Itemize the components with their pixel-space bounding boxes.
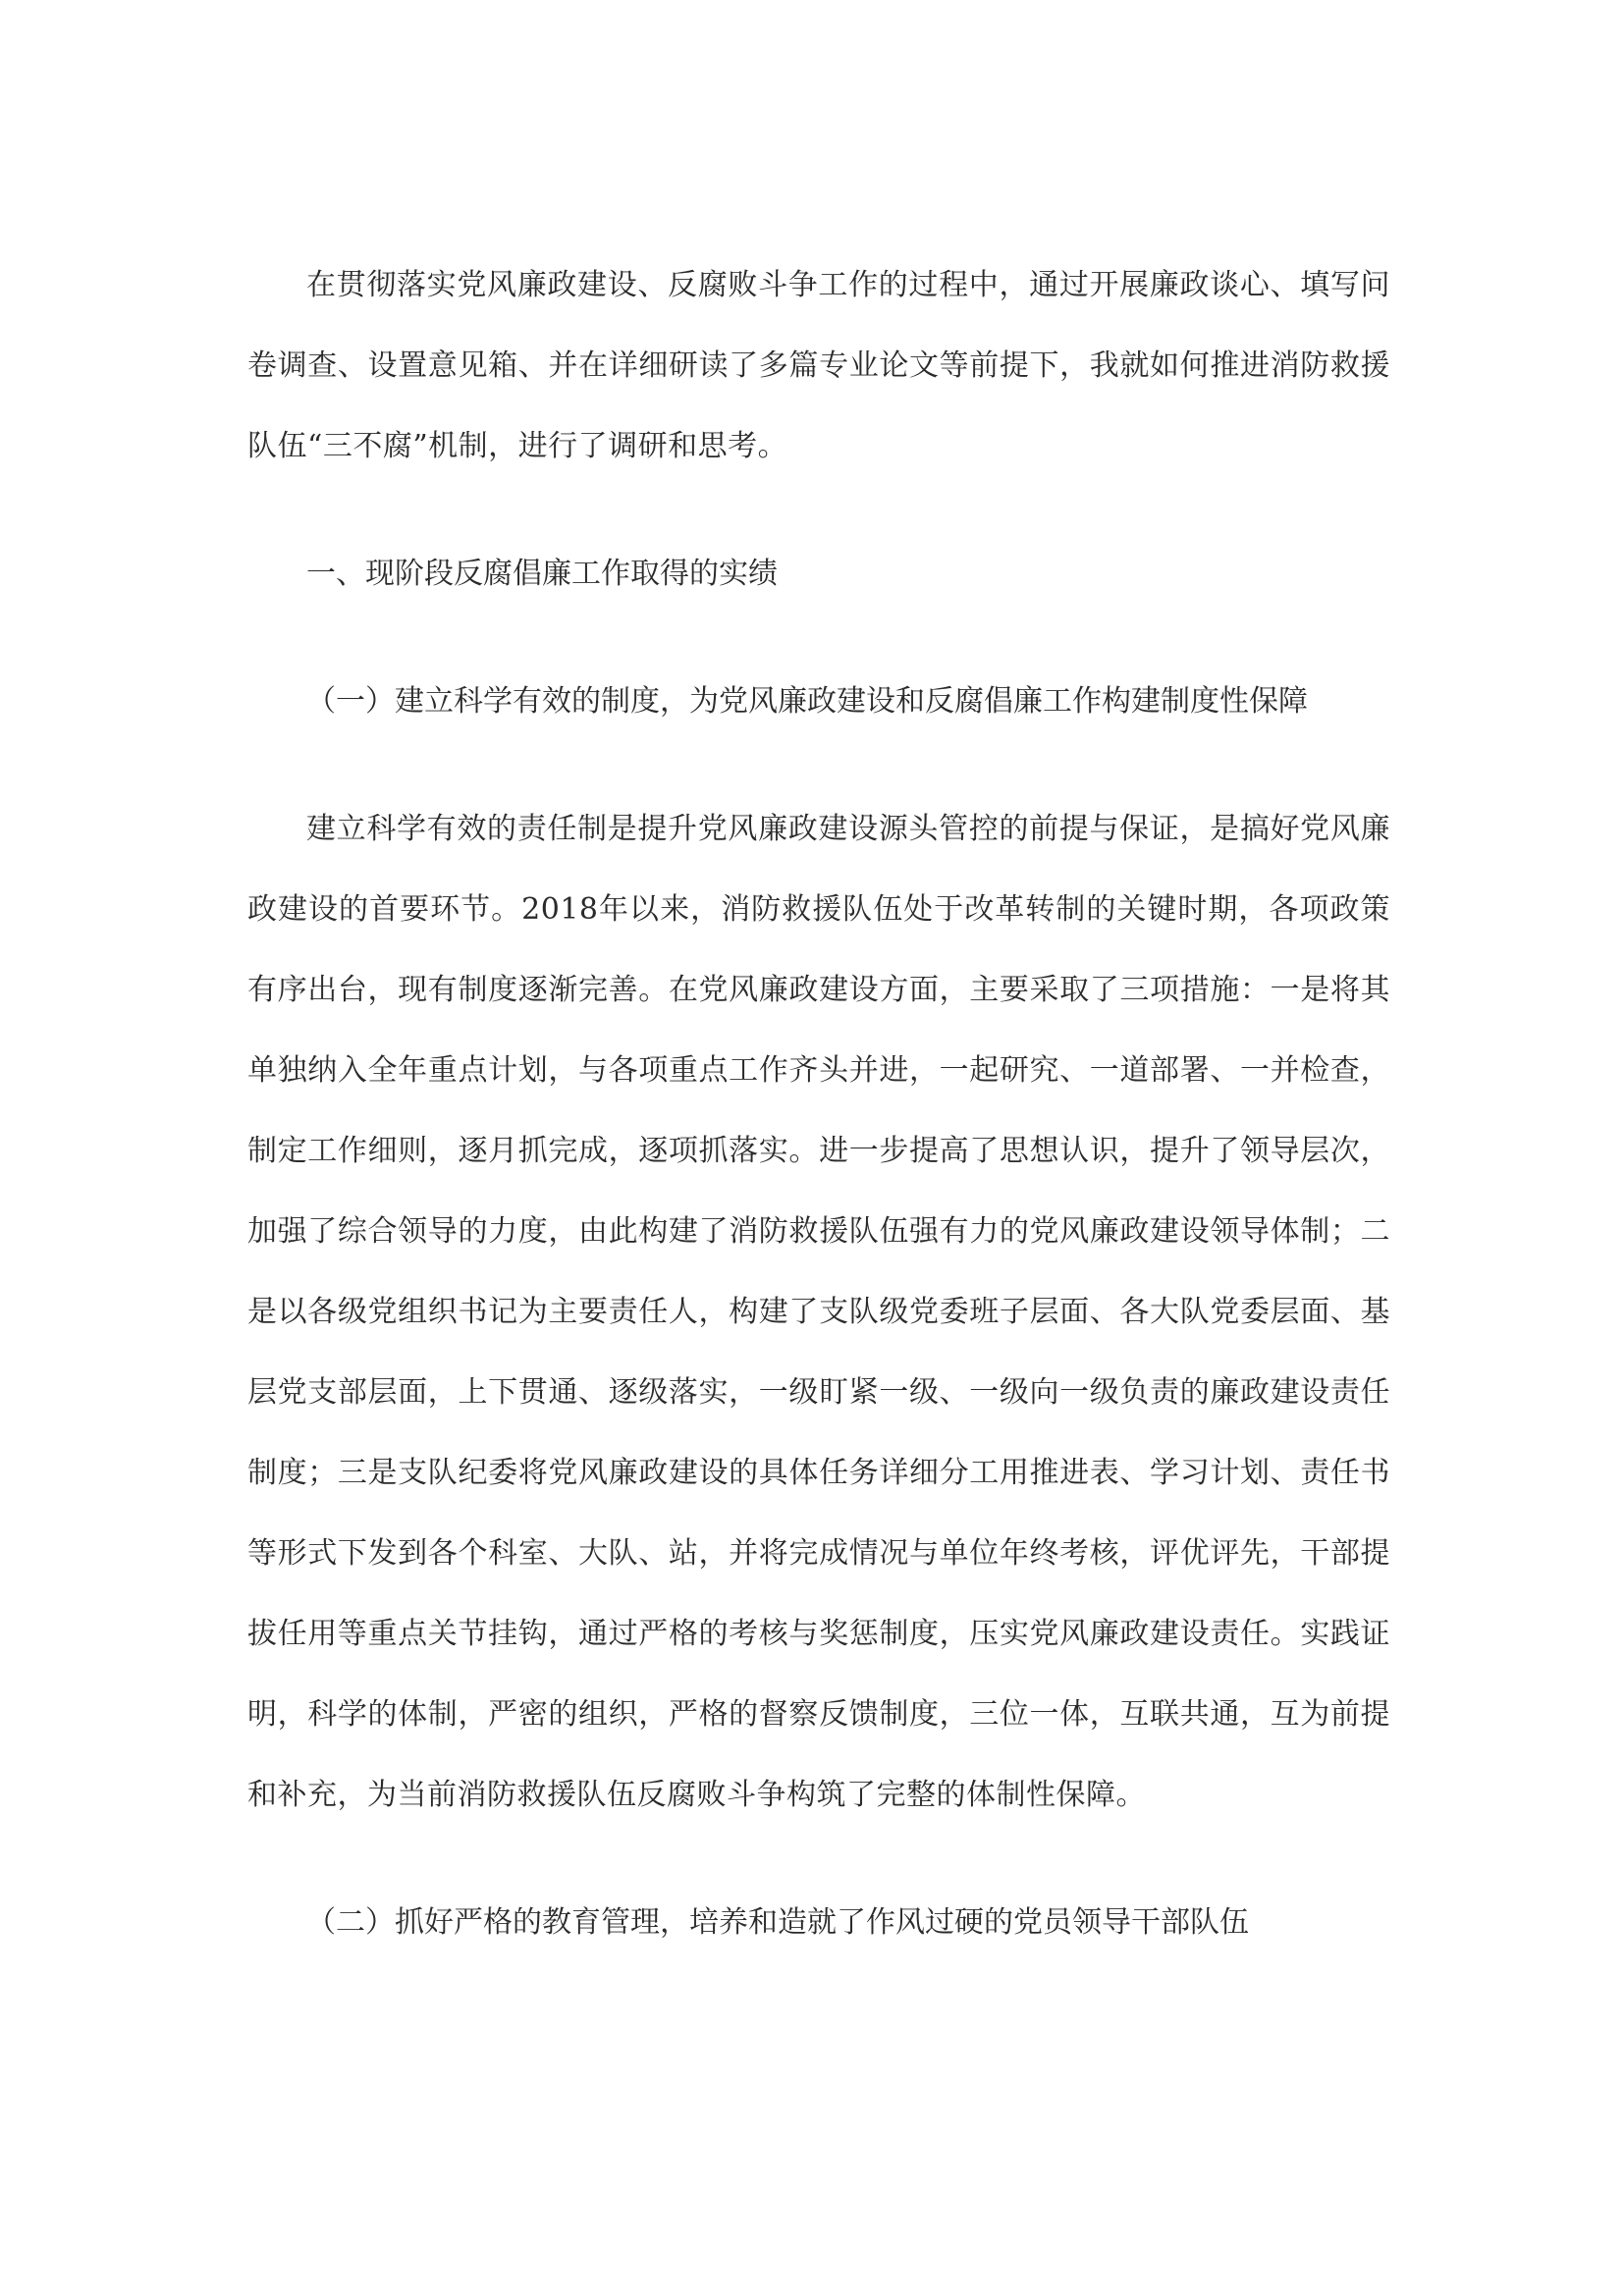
subsection-heading-2: （二）抓好严格的教育管理，培养和造就了作风过硬的党员领导干部队伍	[306, 1905, 1249, 1940]
section-heading-1: 一、现阶段反腐倡廉工作取得的实绩	[306, 557, 778, 591]
document-body	[247, 245, 1390, 1963]
subsection-heading-1: （一）建立科学有效的制度，为党风廉政建设和反腐倡廉工作构建制度性保障	[306, 684, 1308, 719]
subsection-1-body-paragraph: 建立科学有效的责任制是提升党风廉政建设源头管控的前提与保证，是搞好党风廉政建设的首要环节。2018年以来，消防救援队伍处于改革转制的关键时期，各项政策有序出台，现有制度逐渐完善。在党风廉政建设方面，主要采取了三项措施：一是将其单独纳入全年重点计划，与各项重点工作齐头并进，一起研究、一道部署、一并检查，制定工作细则，逐月抓完成，逐项抓落实。进一步提高了思想认识，提升了领导层次，加强了综合领导的力度，由此构建了消防救援队伍强有力的党风廉政建设领导体制；二是以各级党组织书记为主要责任人，构建了支队级党委班子层面、各大队党委层面、基层党支部层面，上下贯通、逐级落实，一级盯紧一级、一级向一级负责的廉政建设责任制度；三是支队纪委将党风廉政建设的具体任务详细分工用推进表、学习计划、责任书等形式下发到各个科室、大队、站，并将完成情况与单位年终考核，评优评先，干部提拔任用等重点关节挂钩，通过严格的考核与奖惩制度，压实党风廉政建设责任。实践证明，科学的体制，严密的组织，严格的督察反馈制度，三位一体，互联共通，互为前提和补充，为当前消防救援队伍反腐败斗争构筑了完整的体制性保障。	[247, 812, 1390, 1812]
intro-paragraph: 在贯彻落实党风廉政建设、反腐败斗争工作的过程中，通过开展廉政谈心、填写问卷调查、设置意见箱、并在详细研读了多篇专业论文等前提下，我就如何推进消防救援队伍“三不腐”机制，进行了调研和思考。	[247, 268, 1390, 463]
